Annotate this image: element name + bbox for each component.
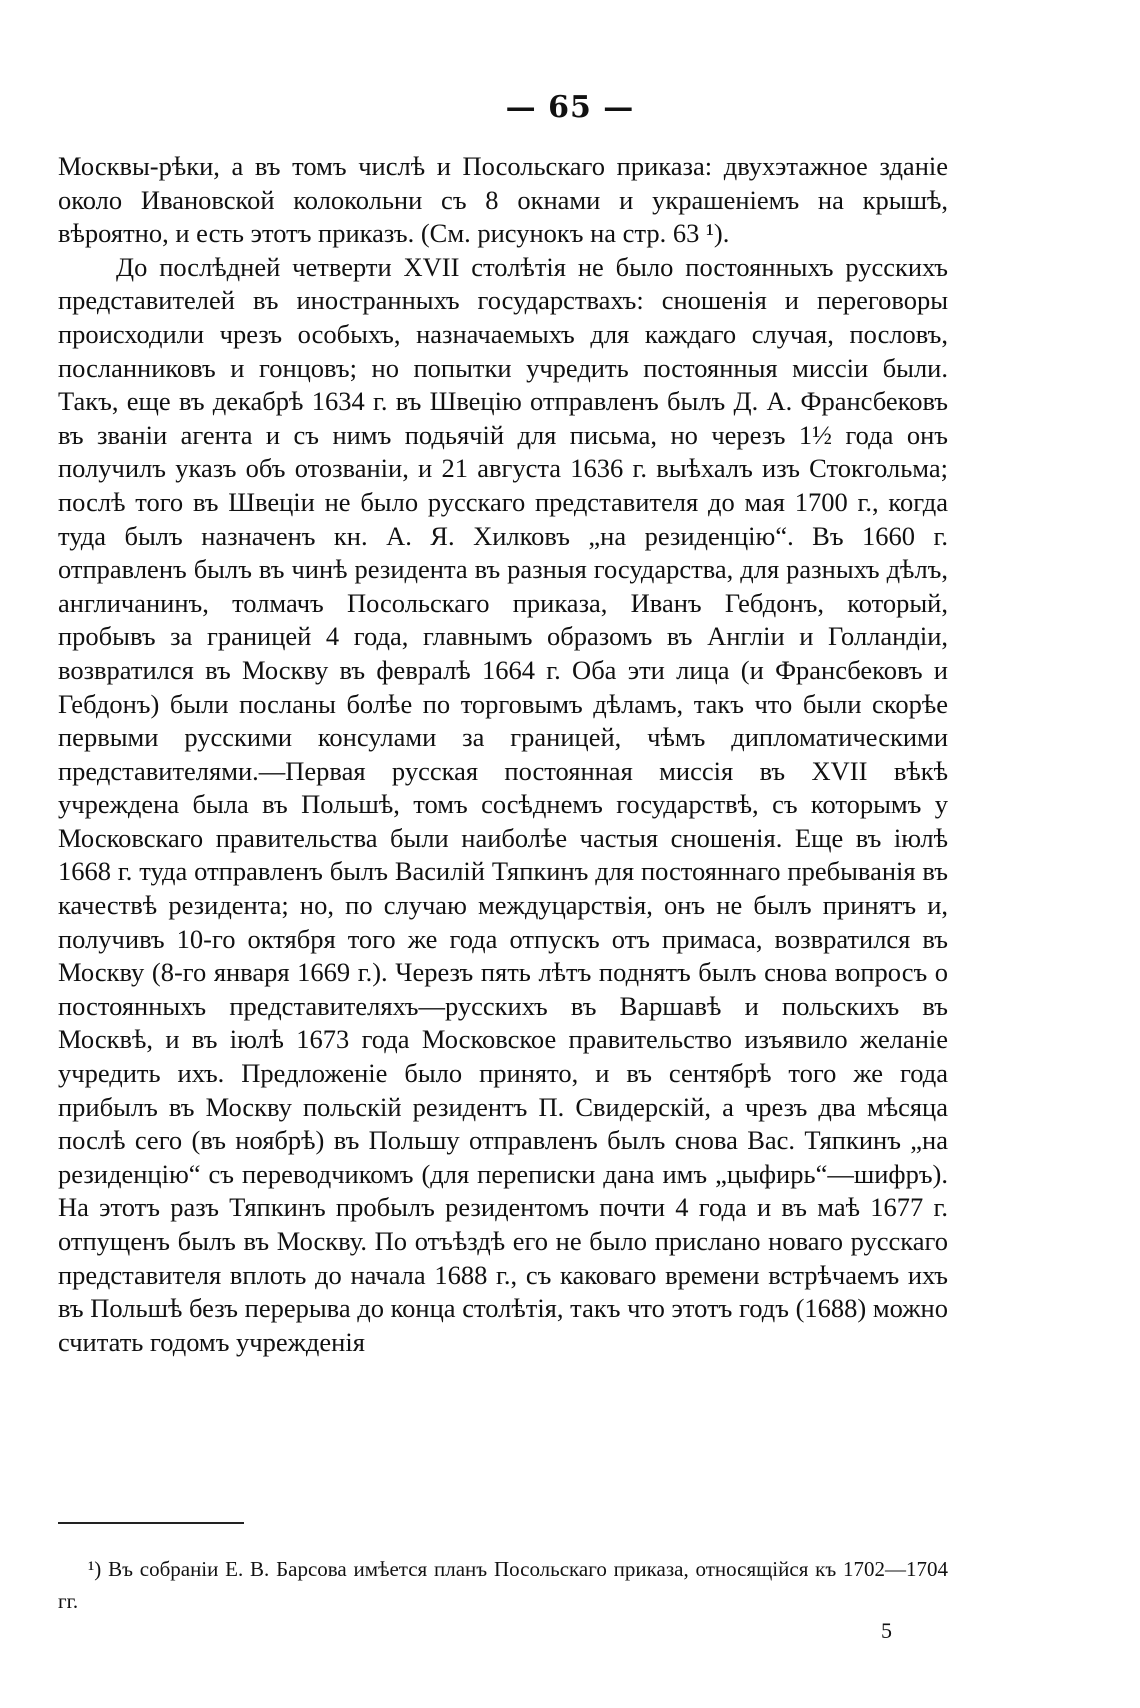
page-number: — 65 — — [505, 90, 635, 125]
footnote: ¹) Въ собраніи Е. В. Барсова имѣется планъ Посольскаго приказа, относящійся къ 1702—1704 гг. — [58, 1557, 948, 1613]
footnote-divider — [58, 1522, 244, 1524]
paragraph-main: До послѣдней четверти XVII столѣтія не было постоянныхъ русскихъ представителей въ иностранныхъ государствахъ: сношенія и переговоры происходили чрезъ особыхъ, назначаемыхъ для каждаго случая, пословъ, посланниковъ и гонцовъ; но попытки учредить постоянныя миссіи были. Такъ, еще въ декабрѣ 1634 г. въ Швецію отправленъ былъ Д. А. Франсбековъ въ званіи агента и съ нимъ подьячій для письма, но черезъ 1½ года онъ получилъ указъ объ отозваніи, и 21 августа 1636 г. выѣхалъ изъ Стокгольма; послѣ того въ Швеціи не было русскаго представителя до мая 1700 г., когда туда былъ назначенъ кн. А. Я. Хилковъ „на резиденцію“. Въ 1660 г. отправленъ былъ въ чинѣ резидента въ разныя государства, для разныхъ дѣлъ, англичанинъ, толмачъ Посольскаго приказа, Иванъ Гебдонъ, который, пробывъ за границей 4 года, главнымъ образомъ въ Англіи и Голландіи, возвратился въ Москву въ февралѣ 1664 г. Оба эти лица (и Франсбековъ и Гебдонъ) были посланы болѣе по торговымъ дѣламъ, такъ что были скорѣе первыми русскими консулами за границей, чѣмъ дипломатическими представителями.—Первая русская постоянная миссія въ XVII вѣкѣ учреждена была въ Польшѣ, томъ сосѣднемъ государствѣ, съ которымъ у Московскаго правительства были наиболѣе частыя сношенія. Еще въ іюлѣ 1668 г. туда отправленъ былъ Василій Тяпкинъ для постояннаго пребыванія въ качествѣ резидента; но, по случаю междуцарствія, онъ не былъ принятъ и, получивъ 10-го октября того же года отпускъ отъ примаса, возвратился въ Москву (8-го января 1669 г.). Черезъ пять лѣтъ поднятъ былъ снова вопросъ о постоянныхъ представителяхъ—русскихъ въ Варшавѣ и польскихъ въ Москвѣ, и въ іюлѣ 1673 года Московское правительство изъявило желаніе учредить ихъ. Предложеніе было принято, и въ сентябрѣ того же года прибылъ въ Москву польскій резидентъ П. Свидерскій, а чрезъ два мѣсяца послѣ сего (въ ноябрѣ) въ Польшу отправленъ былъ снова Вас. Тяпкинъ „на резиденцію“ съ переводчикомъ (для переписки дана имъ „цыфирь“—шифръ). На этотъ разъ Тяпкинъ пробылъ резидентомъ почти 4 года и въ маѣ 1677 г. отпущенъ былъ въ Москву. По отъѣздѣ его не было прислано новаго русскаго представителя вплоть до начала 1688 г., съ каковаго времени встрѣчаемъ ихъ въ Польшѣ безъ перерыва до конца столѣтія, такъ что этотъ годъ (1688) можно считать годомъ учрежденія — [58, 251, 948, 1357]
paragraph-continuation: Москвы-рѣки, а въ томъ числѣ и Посольскаго приказа: двухэтажное зданіе около Ивановской колокольни съ 8 окнами и украшеніемъ на крышѣ, вѣроятно, и есть этотъ приказъ. (См. рисунокъ на стр. 63 ¹). — [58, 151, 948, 249]
signature-mark: 5 — [881, 1618, 892, 1643]
main-text — [58, 150, 948, 1359]
